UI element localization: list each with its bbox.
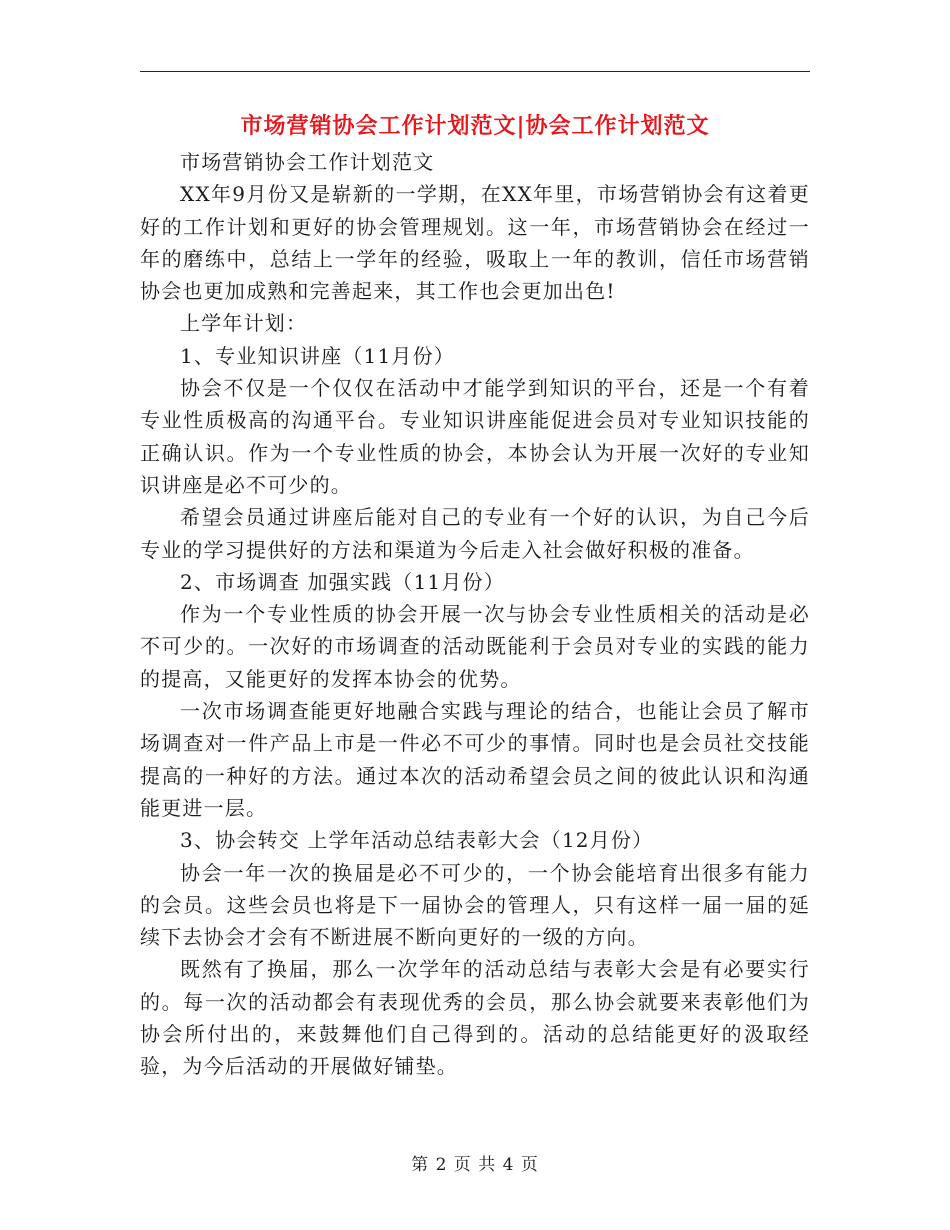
paragraph: 作为一个专业性质的协会开展一次与协会专业性质相关的活动是必不可少的。一次好的市场调查的活动既能利于会员对专业的实践的能力的提高，又能更好的发挥本协会的优势。 bbox=[140, 602, 810, 691]
paragraph: 一次市场调查能更好地融合实践与理论的结合，也能让会员了解市场调查对一件产品上市是一件必不可少的事情。同时也是会员社交技能提高的一种好的方法。通过本次的活动希望会员之间的彼此认识和沟通能更进一层。 bbox=[140, 699, 810, 820]
paragraph: 协会一年一次的换届是必不可少的，一个协会能培育出很多有能力的会员。这些会员也将是下一届协会的管理人，只有这样一届一届的延续下去协会才会有不断进展不断向更好的一级的方向。 bbox=[140, 860, 810, 950]
document-body bbox=[140, 146, 810, 1083]
header-rule bbox=[140, 71, 810, 72]
paragraph: 协会不仅是一个仅仅在活动中才能学到知识的平台，还是一个有着专业性质极高的沟通平台。专业知识讲座能促进会员对专业知识技能的正确认识。作为一个专业性质的协会，本协会认为开展一次好的专业知识讲座是必不可少的。 bbox=[140, 376, 810, 497]
paragraph: 3、协会转交 上学年活动总结表彰大会（12月份） bbox=[180, 828, 654, 853]
paragraph: 既然有了换届，那么一次学年的活动总结与表彰大会是有必要实行的。每一次的活动都会有表现优秀的会员，那么协会就要来表彰他们为协会所付出的，来鼓舞他们自己得到的。活动的总结能更好的汲取经验，为今后活动的开展做好铺垫。 bbox=[140, 957, 810, 1079]
page-number-footer: 第 2 页 共 4 页 bbox=[411, 1155, 539, 1175]
paragraph: 1、专业知识讲座（11月份） bbox=[180, 343, 455, 368]
document-title: 市场营销协会工作计划范文|协会工作计划范文 bbox=[240, 113, 710, 139]
paragraph: 市场营销协会工作计划范文 bbox=[180, 150, 435, 174]
paragraph: 上学年计划： bbox=[180, 311, 308, 336]
paragraph: 希望会员通过讲座后能对自己的专业有一个好的认识，为自己今后专业的学习提供好的方法和渠道为今后走入社会做好积极的准备。 bbox=[140, 505, 810, 562]
paragraph: 2、市场调查 加强实践（11月份） bbox=[180, 569, 505, 594]
paragraph: XX年9月份又是崭新的一学期，在XX年里，市场营销协会有这着更好的工作计划和更好的协会管理规划。这一年，市场营销协会在经过一年的磨练中，总结上一学年的经验，吸取上一年的教训，信任市场营销协会也更加成熟和完善起来，其工作也会更加出色! bbox=[140, 182, 810, 304]
